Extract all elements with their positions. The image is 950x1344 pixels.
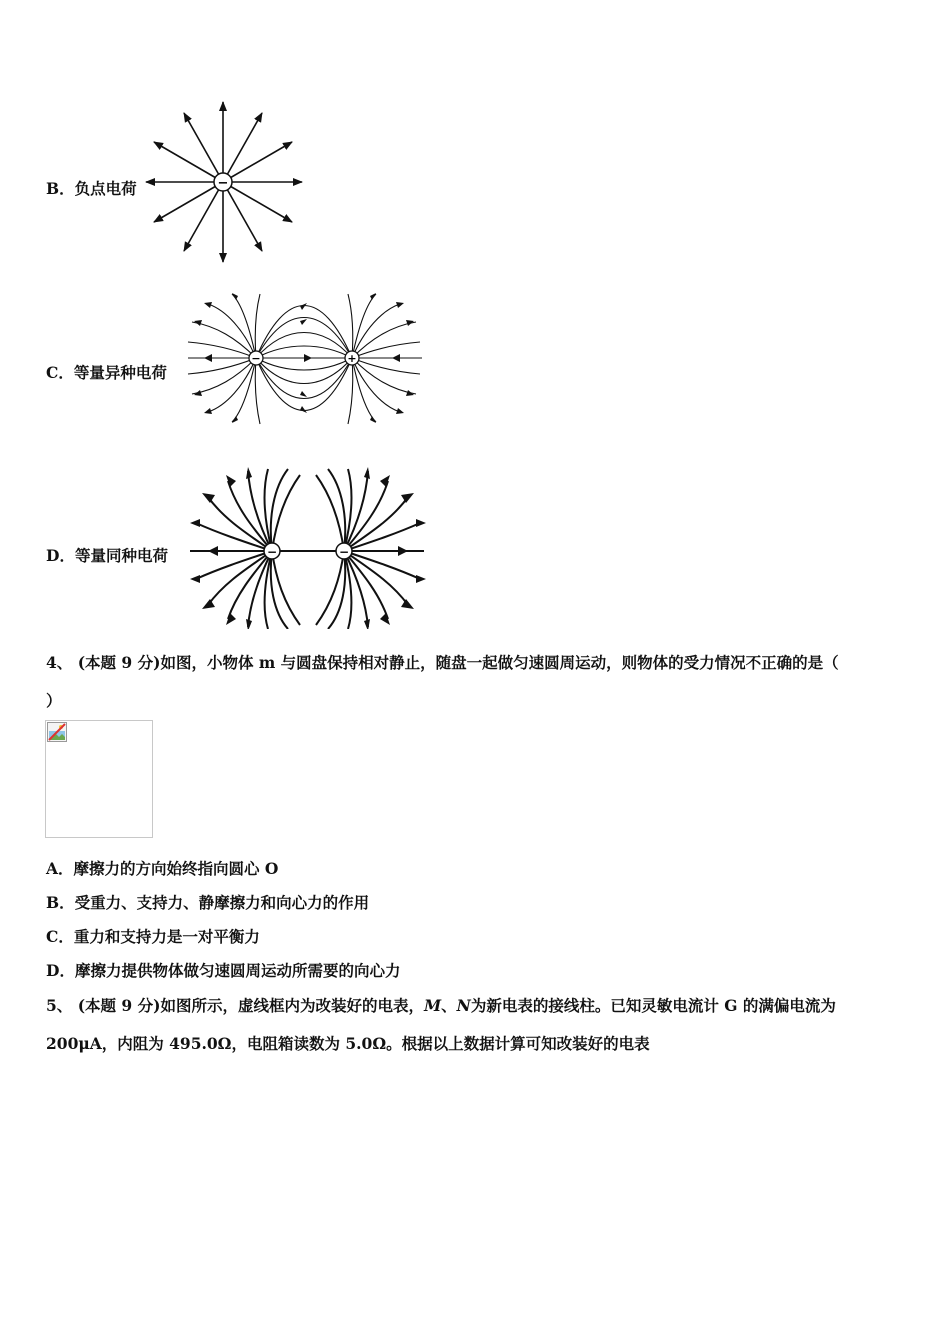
question-score: (本题 9 分) (77, 653, 161, 672)
option-d-label (46, 544, 168, 566)
question-number: 5、 (46, 996, 73, 1015)
negative-point-charge-figure (142, 98, 306, 266)
option-letter: B． (46, 179, 75, 198)
q4-option-c (46, 925, 260, 947)
terminal-m: M (423, 996, 442, 1015)
option-letter: D． (46, 961, 75, 980)
option-letter: C． (46, 363, 74, 382)
question-stem-end: ） (46, 691, 62, 710)
option-text: 摩擦力提供物体做匀速圆周运动所需要的向心力 (74, 961, 401, 980)
option-letter: A． (46, 859, 74, 878)
charge-sign-left: − (266, 545, 278, 559)
option-letter: B． (46, 893, 75, 912)
option-text: 等量同种电荷 (74, 546, 168, 565)
option-letter: D． (46, 546, 75, 565)
q4-stem-line2 (46, 689, 62, 711)
question-score: (本题 9 分) (77, 996, 161, 1015)
like-charges-figure (188, 467, 426, 629)
q4-option-a (46, 857, 278, 879)
option-letter: C． (46, 927, 74, 946)
option-b-label (46, 177, 137, 199)
option-text: 重力和支持力是一对平衡力 (73, 927, 260, 946)
option-text: 负点电荷 (74, 179, 137, 198)
option-text: 摩擦力的方向始终指向圆心 O (73, 859, 279, 878)
question-stem: 如图，小物体 m 与圆盘保持相对静止，随盘一起做匀速圆周运动，则物体的受力情况不正确的是（ (160, 653, 839, 672)
question-stem-line2: 200μA，内阻为 495.0Ω，电阻箱读数为 5.0Ω。根据以上数据计算可知改装好的电表 (46, 1034, 650, 1053)
charge-sign-left: − (251, 352, 261, 365)
question-stem: 如图所示，虚线框内为改装好的电表， (160, 996, 424, 1015)
option-text: 受重力、支持力、静摩擦力和向心力的作用 (74, 893, 370, 912)
question-number: 4、 (46, 653, 73, 672)
charge-sign-right: − (338, 545, 350, 559)
option-text: 等量异种电荷 (73, 363, 167, 382)
charge-sign: − (217, 176, 229, 191)
broken-image-icon (47, 722, 67, 742)
q5-stem-line1 (46, 994, 836, 1016)
option-c-label (46, 361, 167, 383)
charge-sign-right: + (347, 352, 357, 365)
question-stem-cont: 为新电表的接线柱。已知灵敏电流计 G 的满偏电流为 (470, 996, 836, 1015)
q4-option-d (46, 959, 400, 981)
q4-figure-placeholder (45, 720, 153, 838)
terminal-n: N (456, 996, 471, 1015)
q5-stem-line2 (46, 1032, 650, 1054)
opposite-charges-figure (186, 290, 424, 432)
q4-option-b (46, 891, 369, 913)
separator: 、 (441, 996, 457, 1015)
q4-stem-line1 (46, 651, 839, 673)
